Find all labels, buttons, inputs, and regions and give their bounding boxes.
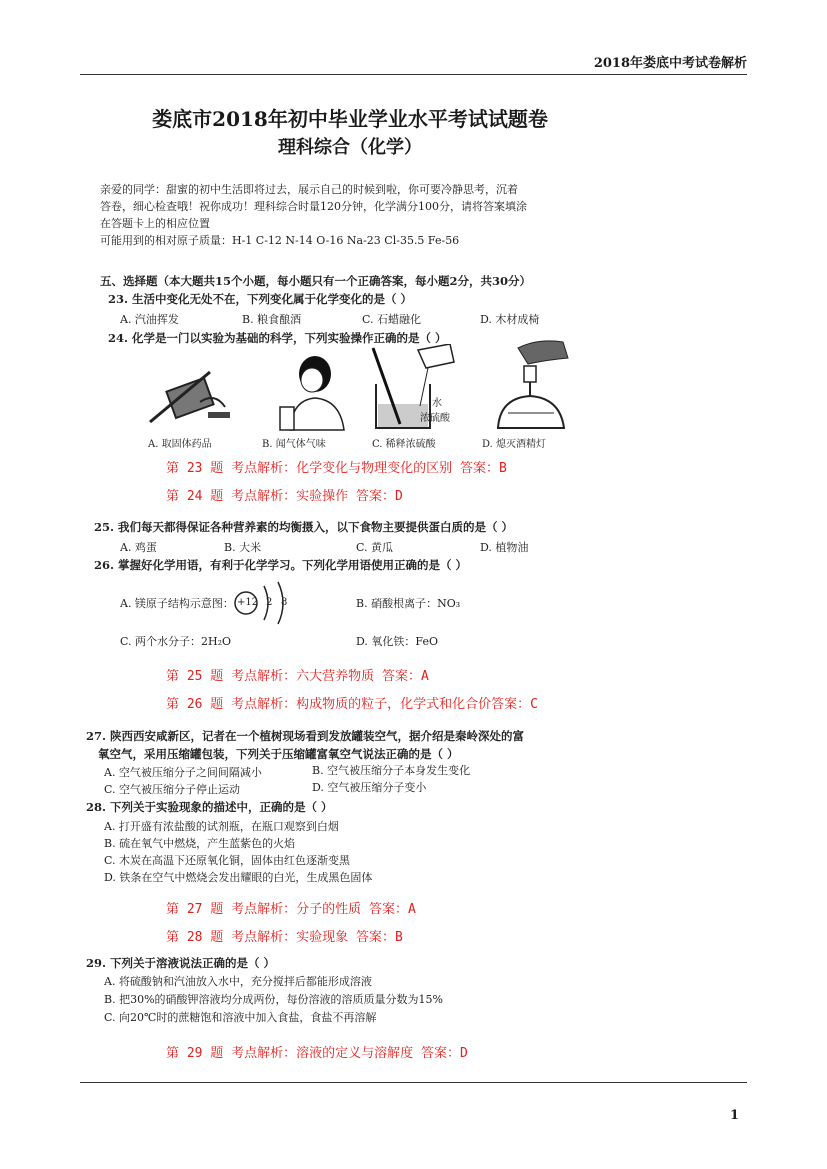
q25-option-a: A. 鸡蛋 [120,541,157,554]
q28-option-d: D. 铁条在空气中燃烧会发出耀眼的白光，生成黑色固体 [104,871,373,884]
shell-1-electrons: 2 [266,597,273,608]
nucleus-charge: +12 [237,597,259,608]
question-26-stem: 26. 掌握好化学用语，有利于化学学习。下列化学用语使用正确的是（ ） [94,558,468,572]
q23-option-b: B. 粮食酿酒 [242,313,302,326]
question-24-stem: 24. 化学是一门以实验为基础的科学，下列实验操作正确的是（ ） [108,331,447,345]
q25-option-c: C. 黄瓜 [356,541,394,554]
question-25-stem: 25. 我们每天都得保证各种营养素的均衡摄入，以下食物主要提供蛋白质的是（ ） [94,520,514,534]
intro-line: 答卷，细心检查哦！祝你成功！理科综合时量120分钟，化学满分100分，请将答案填涂 [100,200,527,213]
intro-line: 亲爱的同学：甜蜜的初中生活即将过去，展示自己的时候到啦，你可要冷静思考，沉着 [100,183,518,196]
exam-title: 娄底市2018年初中毕业学业水平考试试题卷 [152,107,548,131]
answer-24: 第 24 题 考点解析：实验操作 答案：D [166,489,403,504]
q26-option-a: A. 镁原子结构示意图： [120,597,234,610]
header-title: 2018年娄底中考试卷解析 [593,56,747,71]
section-heading: 五、选择题（本大题共15个小题，每小题只有一个正确答案，每小题2分，共30分） [100,274,532,288]
q24-option-b: B. 闻气体气味 [262,439,326,450]
figure-alcohol-lamp [488,338,578,432]
q28-option-a: A. 打开盛有浓盐酸的试剂瓶，在瓶口观察到白烟 [104,820,339,833]
q24-option-a: A. 取固体药品 [148,439,212,450]
q28-option-c: C. 木炭在高温下还原氧化铜，固体由红色逐渐变黑 [104,854,351,867]
question-27-stem-cont: 氧空气，采用压缩罐包装，下列关于压缩罐富氧空气说法正确的是（ ） [98,747,459,761]
question-29-stem: 29. 下列关于溶液说法正确的是（ ） [86,956,276,970]
q24-option-c: C. 稀释浓硫酸 [372,439,436,450]
q29-option-b: B. 把30%的硝酸钾溶液均分成两份，每份溶液的溶质质量分数为15% [104,993,443,1006]
q25-option-b: B. 大米 [224,541,262,554]
question-27-stem: 27. 陕西西安咸新区，记者在一个植树现场看到发放罐装空气，据介绍是秦岭深处的富 [86,729,525,743]
answer-27: 第 27 题 考点解析：分子的性质 答案：A [166,902,416,917]
question-23-stem: 23. 生活中变化无处不在，下列变化属于化学变化的是（ ） [108,292,413,306]
footer-rule [80,1082,747,1083]
q24-option-d: D. 熄灭酒精灯 [482,439,547,450]
q29-option-c: C. 向20℃时的蔗糖饱和溶液中加入食盐，食盐不再溶解 [104,1011,377,1024]
q27-option-c: C. 空气被压缩分子停止运动 [104,783,241,796]
answer-25: 第 25 题 考点解析：六大营养物质 答案：A [166,669,429,684]
answer-29: 第 29 题 考点解析：溶液的定义与溶解度 答案：D [166,1046,468,1061]
figure-smell-gas [270,352,350,432]
answer-23: 第 23 题 考点解析：化学变化与物理变化的区别 答案：B [166,461,507,476]
q23-option-d: D. 木材成椅 [480,313,540,326]
page-number: 1 [729,1108,739,1123]
q28-option-b: B. 硫在氧气中燃烧，产生蓝紫色的火焰 [104,837,296,850]
label-water: 水 [432,398,442,409]
q27-option-d: D. 空气被压缩分子变小 [312,781,427,794]
q29-option-a: A. 将硫酸钠和汽油放入水中，充分搅拌后都能形成溶液 [104,975,372,988]
answer-28: 第 28 题 考点解析：实验现象 答案：B [166,930,403,945]
q23-option-c: C. 石蜡融化 [362,313,422,326]
q27-option-b: B. 空气被压缩分子本身发生变化 [312,764,471,777]
exam-subtitle: 理科综合（化学） [278,137,422,158]
q26-option-c: C. 两个水分子：2H₂O [120,635,232,648]
figure-solid-reagent [140,362,240,432]
q25-option-d: D. 植物油 [480,541,529,554]
answer-26: 第 26 题 考点解析：构成物质的粒子，化学式和化合价答案：C [166,697,538,712]
q23-option-a: A. 汽油挥发 [120,313,179,326]
question-28-stem: 28. 下列关于实验现象的描述中，正确的是（ ） [86,800,333,814]
q26-option-b: B. 硝酸根离子：NO₃ [356,597,461,610]
label-concentrated-acid: 浓硫酸 [420,413,450,424]
intro-line: 在答题卡上的相应位置 [100,217,210,230]
atomic-masses: 可能用到的相对原子质量：H-1 C-12 N-14 O-16 Na-23 Cl-35.5 Fe-56 [100,234,460,247]
intro-block [100,181,600,249]
q27-option-a: A. 空气被压缩分子之间间隔减小 [104,766,262,779]
q26-option-d: D. 氧化铁：FeO [356,635,438,648]
shell-2-electrons: 8 [281,597,288,608]
page-header [80,52,747,75]
